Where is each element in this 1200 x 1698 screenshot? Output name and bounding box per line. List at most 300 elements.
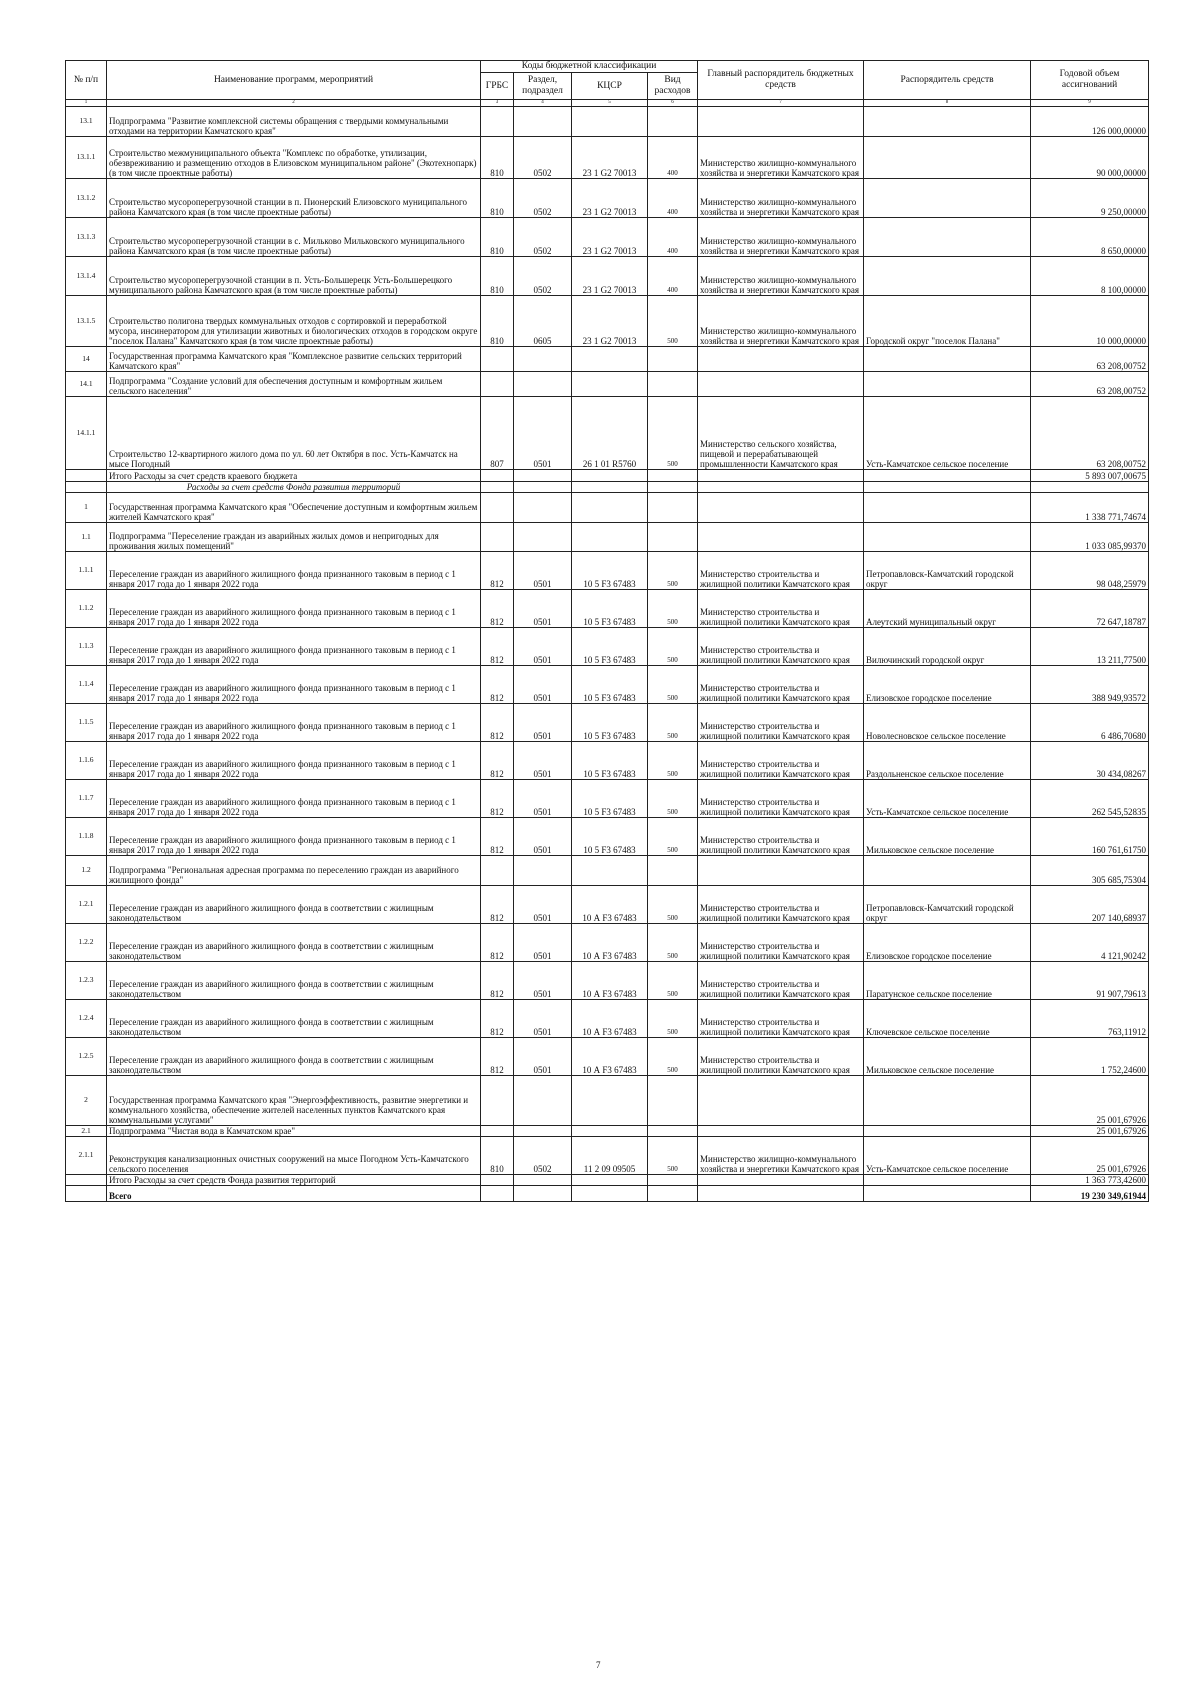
row-razdel: [514, 1076, 572, 1126]
row-razdel: 0502: [514, 137, 572, 179]
row-glavny: [698, 482, 864, 493]
row-grbs: 812: [481, 924, 514, 962]
row-glavny: Министерство жилищно-коммунального хозяйства и энергетики Камчатского края: [698, 179, 864, 218]
row-amount: 72 647,18787: [1031, 590, 1149, 628]
table-row: [66, 1038, 1149, 1076]
row-number: 2: [66, 1076, 107, 1126]
row-number: 2.1.1: [66, 1137, 107, 1175]
row-glavny: Министерство жилищно-коммунального хозяйства и энергетики Камчатского края: [698, 1137, 864, 1175]
row-razdel: 0501: [514, 666, 572, 704]
row-number: 13.1.4: [66, 257, 107, 296]
row-number: 1.2.3: [66, 962, 107, 1000]
column-numbers-row: [66, 100, 1149, 107]
row-razdel: [514, 1186, 572, 1202]
row-number: 13.1.5: [66, 296, 107, 347]
row-razdel: [514, 482, 572, 493]
row-amount: 1 752,24600: [1031, 1038, 1149, 1076]
row-grbs: 812: [481, 552, 514, 590]
table-row: [66, 924, 1149, 962]
row-amount: 9 250,00000: [1031, 179, 1149, 218]
row-name: Строительство 12-квартирного жилого дома по ул. 60 лет Октября в пос. Усть-Камчатск на мысе Погодный: [107, 397, 481, 470]
row-vid: [648, 470, 698, 482]
header-codes: Коды бюджетной классификации: [481, 61, 698, 73]
row-rasp: Новолесновское сельское поселение: [864, 704, 1031, 742]
row-razdel: 0501: [514, 1000, 572, 1038]
row-name: Переселение граждан из аварийного жилищного фонда в соответствии с жилищным законодательством: [107, 962, 481, 1000]
row-vid: [648, 107, 698, 137]
row-kcsr: 10 5 F3 67483: [572, 666, 648, 704]
row-name: Строительство мусороперегрузочной станции в п. Пионерский Елизовского муниципального района Камчатского края (в том числе проектные работы): [107, 179, 481, 218]
row-amount: 25 001,67926: [1031, 1137, 1149, 1175]
row-vid: 500: [648, 1038, 698, 1076]
row-vid: 500: [648, 704, 698, 742]
row-grbs: [481, 493, 514, 523]
row-kcsr: 23 1 G2 70013: [572, 257, 648, 296]
row-rasp: Городской округ "поселок Палана": [864, 296, 1031, 347]
row-kcsr: 23 1 G2 70013: [572, 179, 648, 218]
row-amount: 98 048,25979: [1031, 552, 1149, 590]
table-row: [66, 552, 1149, 590]
row-name: Переселение граждан из аварийного жилищного фонда признанного таковым в период с 1 января 2017 года до 1 января 2022 года: [107, 704, 481, 742]
header-vid: Вид расходов: [648, 73, 698, 100]
row-vid: 500: [648, 397, 698, 470]
row-grbs: [481, 856, 514, 886]
table-row: [66, 742, 1149, 780]
row-grbs: 810: [481, 1137, 514, 1175]
row-glavny: Министерство строительства и жилищной политики Камчатского края: [698, 666, 864, 704]
row-number: 1.1.5: [66, 704, 107, 742]
row-grbs: [481, 470, 514, 482]
row-razdel: 0501: [514, 742, 572, 780]
row-glavny: Министерство строительства и жилищной политики Камчатского края: [698, 962, 864, 1000]
row-rasp: Петропавловск-Камчатский городской округ: [864, 886, 1031, 924]
row-number: 1.1.8: [66, 818, 107, 856]
row-vid: 500: [648, 590, 698, 628]
header-n: № п/п: [66, 61, 107, 100]
row-amount: 262 545,52835: [1031, 780, 1149, 818]
row-rasp: [864, 523, 1031, 552]
row-razdel: [514, 856, 572, 886]
row-number: 1.1: [66, 523, 107, 552]
row-grbs: [481, 523, 514, 552]
row-vid: [648, 493, 698, 523]
row-rasp: [864, 482, 1031, 493]
row-kcsr: 10 А F3 67483: [572, 924, 648, 962]
row-vid: 500: [648, 552, 698, 590]
row-amount: 25 001,67926: [1031, 1126, 1149, 1137]
row-kcsr: 10 5 F3 67483: [572, 704, 648, 742]
column-number: 9: [1031, 100, 1149, 107]
row-number: 1: [66, 493, 107, 523]
row-vid: 500: [648, 924, 698, 962]
header-grbs: ГРБС: [481, 73, 514, 100]
table-row: [66, 257, 1149, 296]
row-vid: 400: [648, 179, 698, 218]
row-glavny: Министерство строительства и жилищной политики Камчатского края: [698, 742, 864, 780]
row-grbs: [481, 347, 514, 372]
row-kcsr: 10 5 F3 67483: [572, 628, 648, 666]
row-grbs: 812: [481, 1038, 514, 1076]
row-rasp: Елизовское городское поселение: [864, 666, 1031, 704]
row-glavny: Министерство строительства и жилищной политики Камчатского края: [698, 704, 864, 742]
row-amount: 19 230 349,61944: [1031, 1186, 1149, 1202]
row-number: 13.1.3: [66, 218, 107, 257]
row-vid: 500: [648, 628, 698, 666]
row-razdel: 0501: [514, 924, 572, 962]
row-glavny: [698, 1175, 864, 1186]
row-rasp: Мильковское сельское поселение: [864, 1038, 1031, 1076]
row-kcsr: 11 2 09 09505: [572, 1137, 648, 1175]
row-number: [66, 1186, 107, 1202]
row-rasp: [864, 1076, 1031, 1126]
row-kcsr: [572, 1126, 648, 1137]
row-kcsr: 26 1 01 R5760: [572, 397, 648, 470]
row-glavny: Министерство жилищно-коммунального хозяйства и энергетики Камчатского края: [698, 218, 864, 257]
row-grbs: 810: [481, 218, 514, 257]
row-razdel: 0501: [514, 780, 572, 818]
row-vid: [648, 482, 698, 493]
row-rasp: Паратунское сельское поселение: [864, 962, 1031, 1000]
row-name: Переселение граждан из аварийного жилищного фонда признанного таковым в период с 1 января 2017 года до 1 января 2022 года: [107, 590, 481, 628]
row-number: 1.1.3: [66, 628, 107, 666]
row-kcsr: 10 5 F3 67483: [572, 780, 648, 818]
row-rasp: [864, 218, 1031, 257]
header-kcsr: КЦСР: [572, 73, 648, 100]
row-razdel: [514, 107, 572, 137]
row-glavny: [698, 1186, 864, 1202]
table-row: [66, 482, 1149, 493]
row-grbs: [481, 372, 514, 397]
table-row: [66, 493, 1149, 523]
column-number: 4: [514, 100, 572, 107]
row-name: Итого Расходы за счет средств краевого бюджета: [107, 470, 481, 482]
row-vid: 500: [648, 1000, 698, 1038]
row-grbs: 812: [481, 962, 514, 1000]
row-razdel: [514, 1126, 572, 1137]
row-kcsr: 10 5 F3 67483: [572, 818, 648, 856]
table-row: [66, 628, 1149, 666]
row-amount: 13 211,77500: [1031, 628, 1149, 666]
row-grbs: 810: [481, 296, 514, 347]
column-number: 6: [648, 100, 698, 107]
row-grbs: 810: [481, 179, 514, 218]
row-glavny: [698, 347, 864, 372]
row-vid: 500: [648, 742, 698, 780]
row-amount: 91 907,79613: [1031, 962, 1149, 1000]
row-kcsr: [572, 107, 648, 137]
row-razdel: 0501: [514, 397, 572, 470]
budget-table: [65, 60, 1149, 1202]
row-glavny: Министерство строительства и жилищной политики Камчатского края: [698, 886, 864, 924]
row-number: [66, 1175, 107, 1186]
row-razdel: 0502: [514, 179, 572, 218]
row-amount: 63 208,00752: [1031, 397, 1149, 470]
row-grbs: 807: [481, 397, 514, 470]
header-glavny: Главный распорядитель бюджетных средств: [698, 61, 864, 100]
row-name: Подпрограмма "Создание условий для обеспечения доступным и комфортным жильем сельского населения": [107, 372, 481, 397]
row-grbs: 812: [481, 590, 514, 628]
row-vid: 500: [648, 666, 698, 704]
row-name: Реконструкция канализационных очистных сооружений на мысе Погодном Усть-Камчатского сельского поселения: [107, 1137, 481, 1175]
row-glavny: [698, 470, 864, 482]
row-amount: 305 685,75304: [1031, 856, 1149, 886]
row-name: Государственная программа Камчатского края "Энергоэффективность, развитие энергетики и коммунального хозяйства, обеспечение жителей населенных пунктов Камчатского края коммунальными услугами": [107, 1076, 481, 1126]
row-kcsr: [572, 470, 648, 482]
table-header: [66, 61, 1149, 107]
table-row: [66, 1137, 1149, 1175]
row-glavny: [698, 1076, 864, 1126]
row-glavny: Министерство строительства и жилищной политики Камчатского края: [698, 1038, 864, 1076]
row-name: Переселение граждан из аварийного жилищного фонда признанного таковым в период с 1 января 2017 года до 1 января 2022 года: [107, 742, 481, 780]
column-number: 7: [698, 100, 864, 107]
row-vid: [648, 1186, 698, 1202]
table-row: [66, 886, 1149, 924]
row-glavny: Министерство строительства и жилищной политики Камчатского края: [698, 780, 864, 818]
row-glavny: Министерство строительства и жилищной политики Камчатского края: [698, 818, 864, 856]
row-rasp: [864, 1186, 1031, 1202]
row-razdel: 0501: [514, 818, 572, 856]
row-glavny: [698, 856, 864, 886]
row-amount: 4 121,90242: [1031, 924, 1149, 962]
row-vid: 400: [648, 257, 698, 296]
row-razdel: 0501: [514, 628, 572, 666]
row-grbs: 812: [481, 818, 514, 856]
table-row: [66, 1000, 1149, 1038]
budget-table-sheet: [65, 60, 1148, 1202]
row-glavny: [698, 493, 864, 523]
row-rasp: Алеутский муниципальный округ: [864, 590, 1031, 628]
table-row: [66, 296, 1149, 347]
row-name: Переселение граждан из аварийного жилищного фонда признанного таковым в период с 1 января 2017 года до 1 января 2022 года: [107, 818, 481, 856]
row-glavny: Министерство строительства и жилищной политики Камчатского края: [698, 628, 864, 666]
table-row: [66, 179, 1149, 218]
row-razdel: 0502: [514, 257, 572, 296]
row-glavny: [698, 107, 864, 137]
row-vid: 500: [648, 1137, 698, 1175]
row-glavny: Министерство строительства и жилищной политики Камчатского края: [698, 590, 864, 628]
row-kcsr: [572, 1175, 648, 1186]
header-rasp: Распорядитель средств: [864, 61, 1031, 100]
row-amount: 63 208,00752: [1031, 372, 1149, 397]
row-vid: 500: [648, 780, 698, 818]
row-razdel: 0501: [514, 552, 572, 590]
row-number: 1.1.1: [66, 552, 107, 590]
row-vid: 500: [648, 296, 698, 347]
row-kcsr: [572, 372, 648, 397]
table-row: [66, 704, 1149, 742]
row-amount: [1031, 482, 1149, 493]
table-row: [66, 1186, 1149, 1202]
row-grbs: 812: [481, 628, 514, 666]
row-vid: 500: [648, 886, 698, 924]
row-number: 1.1.7: [66, 780, 107, 818]
row-name: Переселение граждан из аварийного жилищного фонда признанного таковым в период с 1 января 2017 года до 1 января 2022 года: [107, 780, 481, 818]
column-number: 1: [66, 100, 107, 107]
row-vid: 500: [648, 818, 698, 856]
row-number: [66, 470, 107, 482]
row-amount: 763,11912: [1031, 1000, 1149, 1038]
row-name: Переселение граждан из аварийного жилищного фонда признанного таковым в период с 1 января 2017 года до 1 января 2022 года: [107, 666, 481, 704]
row-grbs: [481, 1175, 514, 1186]
row-number: 2.1: [66, 1126, 107, 1137]
row-kcsr: [572, 1076, 648, 1126]
row-name: Итого Расходы за счет средств Фонда развития территорий: [107, 1175, 481, 1186]
row-grbs: 812: [481, 704, 514, 742]
row-number: 1.2.4: [66, 1000, 107, 1038]
row-name: Государственная программа Камчатского края "Обеспечение доступным и комфортным жильем жителей Камчатского края": [107, 493, 481, 523]
table-row: [66, 666, 1149, 704]
row-number: 1.1.6: [66, 742, 107, 780]
row-razdel: 0501: [514, 590, 572, 628]
row-name: Государственная программа Камчатского края "Комплексное развитие сельских территорий Камчатского края": [107, 347, 481, 372]
row-grbs: 812: [481, 666, 514, 704]
row-kcsr: 10 5 F3 67483: [572, 552, 648, 590]
row-name: Переселение граждан из аварийного жилищного фонда в соответствии с жилищным законодательством: [107, 1038, 481, 1076]
row-vid: [648, 523, 698, 552]
column-number: 5: [572, 100, 648, 107]
row-grbs: [481, 107, 514, 137]
row-name: Подпрограмма "Переселение граждан из аварийных жилых домов и непригодных для проживания жилых помещений": [107, 523, 481, 552]
row-razdel: 0501: [514, 1038, 572, 1076]
row-grbs: 810: [481, 257, 514, 296]
row-amount: 10 000,00000: [1031, 296, 1149, 347]
row-rasp: [864, 137, 1031, 179]
row-amount: 126 000,00000: [1031, 107, 1149, 137]
row-name: Строительство мусороперегрузочной станции в п. Усть-Большерецк Усть-Большерецкого муниципального района Камчатского края (в том числе проектные работы): [107, 257, 481, 296]
row-glavny: Министерство строительства и жилищной политики Камчатского края: [698, 1000, 864, 1038]
row-name: Всего: [107, 1186, 481, 1202]
row-name: Переселение граждан из аварийного жилищного фонда в соответствии с жилищным законодательством: [107, 924, 481, 962]
row-kcsr: 10 А F3 67483: [572, 1000, 648, 1038]
row-rasp: Раздольненское сельское поселение: [864, 742, 1031, 780]
row-name: Переселение граждан из аварийного жилищного фонда в соответствии с жилищным законодательством: [107, 886, 481, 924]
row-number: 14.1.1: [66, 397, 107, 470]
column-number: 2: [107, 100, 481, 107]
row-glavny: Министерство строительства и жилищной политики Камчатского края: [698, 924, 864, 962]
row-kcsr: [572, 482, 648, 493]
row-amount: 25 001,67926: [1031, 1076, 1149, 1126]
table-row: [66, 1076, 1149, 1126]
table-row: [66, 470, 1149, 482]
row-amount: 8 100,00000: [1031, 257, 1149, 296]
row-glavny: [698, 523, 864, 552]
row-grbs: [481, 1186, 514, 1202]
row-amount: 63 208,00752: [1031, 347, 1149, 372]
row-amount: 8 650,00000: [1031, 218, 1149, 257]
row-vid: [648, 347, 698, 372]
row-rasp: Усть-Камчатское сельское поселение: [864, 397, 1031, 470]
row-rasp: Усть-Камчатское сельское поселение: [864, 780, 1031, 818]
row-amount: 207 140,68937: [1031, 886, 1149, 924]
row-glavny: [698, 1126, 864, 1137]
row-kcsr: 23 1 G2 70013: [572, 296, 648, 347]
row-grbs: 812: [481, 1000, 514, 1038]
row-razdel: 0502: [514, 1137, 572, 1175]
row-rasp: [864, 257, 1031, 296]
row-razdel: [514, 470, 572, 482]
row-number: 1.1.2: [66, 590, 107, 628]
row-kcsr: [572, 347, 648, 372]
row-rasp: [864, 1126, 1031, 1137]
table-body: [66, 107, 1149, 1202]
table-row: [66, 1175, 1149, 1186]
row-grbs: 812: [481, 780, 514, 818]
row-kcsr: [572, 523, 648, 552]
row-rasp: Елизовское городское поселение: [864, 924, 1031, 962]
row-razdel: 0501: [514, 886, 572, 924]
table-row: [66, 347, 1149, 372]
table-row: [66, 590, 1149, 628]
row-glavny: Министерство жилищно-коммунального хозяйства и энергетики Камчатского края: [698, 137, 864, 179]
row-rasp: [864, 1175, 1031, 1186]
row-number: 1.2.5: [66, 1038, 107, 1076]
row-amount: 1 363 773,42600: [1031, 1175, 1149, 1186]
row-name: Строительство межмуниципального объекта "Комплекс по обработке, утилизации, обезвреживанию и размещению отходов в Елизовском муниципальном районе" (Экотехнопарк) (в том числе проектные работы): [107, 137, 481, 179]
row-number: 1.2: [66, 856, 107, 886]
header-razdel: Раздел, подраздел: [514, 73, 572, 100]
row-kcsr: 10 А F3 67483: [572, 886, 648, 924]
row-name: Строительство мусороперегрузочной станции в с. Мильково Мильковского муниципального района Камчатского края (в том числе проектные работы): [107, 218, 481, 257]
row-glavny: Министерство сельского хозяйства, пищевой и перерабатывающей промышленности Камчатского края: [698, 397, 864, 470]
row-name: Строительство полигона твердых коммунальных отходов с сортировкой и переработкой мусора, инсинератором для утилизации животных и биологических отходов в городском округе "поселок Палана" Камчатского края (в том числе проектные работы): [107, 296, 481, 347]
header-name: Наименование программ, мероприятий: [107, 61, 481, 100]
row-kcsr: [572, 1186, 648, 1202]
row-rasp: Мильковское сельское поселение: [864, 818, 1031, 856]
table-row: [66, 1126, 1149, 1137]
row-rasp: [864, 347, 1031, 372]
row-vid: [648, 856, 698, 886]
row-grbs: 812: [481, 886, 514, 924]
row-number: 14.1: [66, 372, 107, 397]
row-rasp: [864, 493, 1031, 523]
table-row: [66, 856, 1149, 886]
row-number: 14: [66, 347, 107, 372]
row-kcsr: 10 А F3 67483: [572, 1038, 648, 1076]
column-number: 3: [481, 100, 514, 107]
row-number: [66, 482, 107, 493]
table-row: [66, 107, 1149, 137]
row-name: Подпрограмма "Чистая вода в Камчатском крае": [107, 1126, 481, 1137]
row-vid: [648, 1076, 698, 1126]
row-number: 1.1.4: [66, 666, 107, 704]
row-razdel: 0605: [514, 296, 572, 347]
row-number: 1.2.1: [66, 886, 107, 924]
row-rasp: [864, 470, 1031, 482]
table-row: [66, 218, 1149, 257]
row-razdel: [514, 372, 572, 397]
row-grbs: 810: [481, 137, 514, 179]
row-rasp: [864, 372, 1031, 397]
row-razdel: [514, 493, 572, 523]
page-number: 7: [596, 1660, 601, 1670]
row-rasp: [864, 179, 1031, 218]
row-vid: [648, 1175, 698, 1186]
row-kcsr: [572, 856, 648, 886]
row-vid: [648, 372, 698, 397]
row-vid: 400: [648, 137, 698, 179]
row-razdel: [514, 1175, 572, 1186]
row-kcsr: 23 1 G2 70013: [572, 218, 648, 257]
row-amount: 30 434,08267: [1031, 742, 1149, 780]
row-name: Подпрограмма "Региональная адресная программа по переселению граждан из аварийного жилищного фонда": [107, 856, 481, 886]
row-glavny: [698, 372, 864, 397]
row-razdel: 0501: [514, 704, 572, 742]
row-rasp: [864, 107, 1031, 137]
row-amount: 5 893 007,00675: [1031, 470, 1149, 482]
row-rasp: [864, 856, 1031, 886]
row-name: Переселение граждан из аварийного жилищного фонда признанного таковым в период с 1 января 2017 года до 1 января 2022 года: [107, 628, 481, 666]
row-kcsr: 23 1 G2 70013: [572, 137, 648, 179]
